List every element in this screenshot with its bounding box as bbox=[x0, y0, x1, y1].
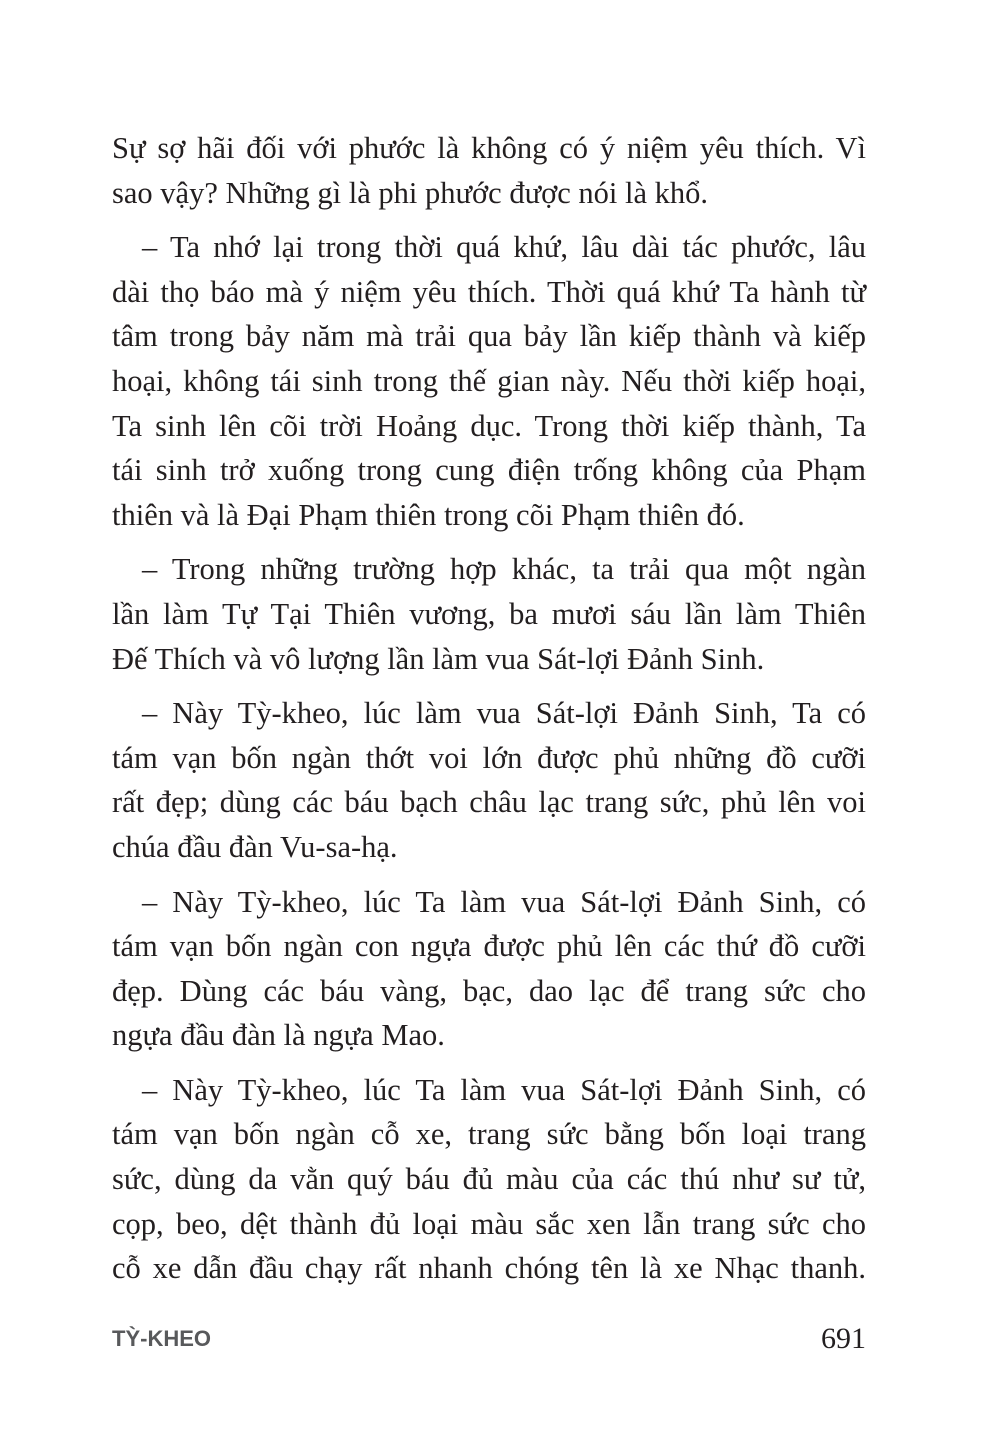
text-line: Đế Thích và vô lượng lần làm vua Sát-lợi Đảnh Sinh. bbox=[112, 641, 765, 676]
text-line: hoại, không tái sinh trong thế gian này. Nếu thời kiếp hoại, bbox=[112, 363, 866, 398]
text-line: tám vạn bốn ngàn con ngựa được phủ lên các thứ đồ cưỡi bbox=[112, 929, 866, 964]
paragraph bbox=[112, 547, 866, 681]
text-line: rất đẹp; dùng các báu bạch châu lạc trang sức, phủ lên voi bbox=[112, 785, 866, 820]
text-line: chúa đầu đàn Vu-sa-hạ. bbox=[112, 829, 398, 864]
text-line: – Này Tỳ-kheo, lúc làm vua Sát-lợi Đảnh Sinh, Ta có bbox=[142, 696, 866, 731]
page-number: 691 bbox=[821, 1322, 866, 1355]
text-line: – Này Tỳ-kheo, lúc Ta làm vua Sát-lợi Đảnh Sinh, có bbox=[142, 884, 866, 919]
text-line: – Trong những trường hợp khác, ta trải qua một ngàn bbox=[142, 552, 866, 587]
paragraph bbox=[112, 691, 866, 869]
text-line: tái sinh trở xuống trong cung điện trống không của Phạm bbox=[112, 453, 866, 488]
page-body bbox=[112, 126, 866, 1301]
text-line: sao vậy? Những gì là phi phước được nói là khổ. bbox=[112, 175, 709, 210]
text-line: dài thọ báo mà ý niệm yêu thích. Thời quá khứ Ta hành từ bbox=[112, 274, 866, 309]
text-line: đẹp. Dùng các báu vàng, bạc, dao lạc để trang sức cho bbox=[112, 973, 866, 1008]
text-line: Sự sợ hãi đối với phước là không có ý niệm yêu thích. Vì bbox=[112, 131, 866, 165]
text-line: ngựa đầu đàn là ngựa Mao. bbox=[112, 1018, 445, 1053]
paragraph bbox=[112, 126, 866, 215]
text-line: lần làm Tự Tại Thiên vương, ba mươi sáu lần làm Thiên bbox=[112, 596, 866, 631]
text-line: tám vạn bốn ngàn thớt voi lớn được phủ những đồ cưỡi bbox=[112, 740, 866, 775]
text-line: tám vạn bốn ngàn cỗ xe, trang sức bằng bốn loại trang bbox=[112, 1117, 866, 1152]
text-line: thiên và là Đại Phạm thiên trong cõi Phạm thiên đó. bbox=[112, 497, 745, 532]
text-line: Ta sinh lên cõi trời Hoảng dục. Trong thời kiếp thành, Ta bbox=[112, 408, 866, 443]
running-head: TỲ-KHEO bbox=[112, 1326, 211, 1351]
text-line: cỗ xe dẫn đầu chạy rất nhanh chóng tên là xe Nhạc thanh. bbox=[112, 1251, 866, 1286]
text-line: – Ta nhớ lại trong thời quá khứ, lâu dài tác phước, lâu bbox=[142, 230, 866, 265]
text-line: tâm trong bảy năm mà trải qua bảy lần kiếp thành và kiếp bbox=[112, 319, 866, 354]
text-line: cọp, beo, dệt thành đủ loại màu sắc xen lẫn trang sức cho bbox=[112, 1206, 866, 1241]
text-line: – Này Tỳ-kheo, lúc Ta làm vua Sát-lợi Đảnh Sinh, có bbox=[142, 1072, 866, 1107]
paragraph bbox=[112, 225, 866, 537]
paragraph bbox=[112, 1068, 866, 1291]
paragraph bbox=[112, 880, 866, 1058]
text-line: sức, dùng da vằn quý báu đủ màu của các thú như sư tử, bbox=[112, 1162, 866, 1197]
page-footer bbox=[112, 1322, 866, 1362]
